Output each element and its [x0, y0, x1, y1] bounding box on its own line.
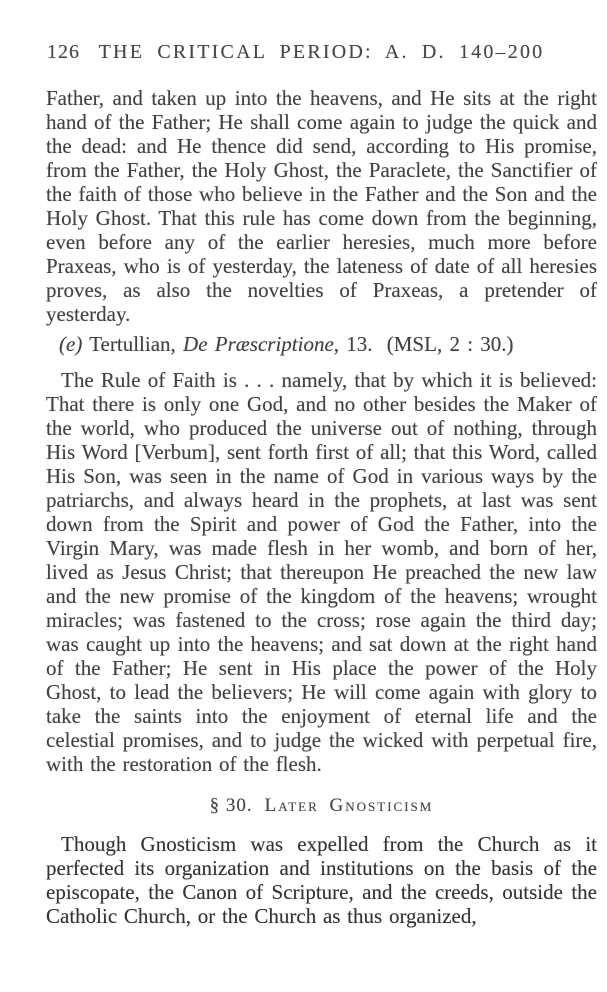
- page-number: 126: [47, 41, 80, 63]
- citation-source-reference: (MSL, 2 : 30.): [386, 332, 514, 356]
- running-title: THE CRITICAL PERIOD: A. D. 140–200: [98, 41, 545, 63]
- citation-locus: 13.: [346, 332, 373, 356]
- paragraph-later-gnosticism-intro: Though Gnosticism was expelled from the Church as it perfected its organization and institutions on the basis of the episcopate, the Canon of Scripture, and the creeds, outside the Catholic Church, or the Church as thus organized,: [46, 832, 597, 928]
- section-heading: [46, 794, 597, 818]
- section-number: § 30.: [209, 795, 253, 816]
- citation-label: (e): [59, 332, 83, 356]
- citation-line: [46, 332, 597, 356]
- paragraph-tertullian-quote-continuation: Father, and taken up into the heavens, and He sits at the right hand of the Father; He shall come again to judge the quick and the dead: and He thence did send, according to His promise, from the Father, the Holy Ghost, the Paraclete, the Sanctifier of the faith of those who believe in the Father and the Son and the Holy Ghost. That this rule has come down from the beginning, even before any of the earlier heresies, much more before Praxeas, who is of yesterday, the lateness of date of all heresies proves, as also the novelties of Praxeas, a pretender of yesterday.: [46, 86, 597, 326]
- running-head: [46, 40, 597, 64]
- citation-author: Tertullian,: [89, 332, 176, 356]
- citation-work-title: De Præscriptione,: [183, 332, 340, 356]
- section-title: Later Gnosticism: [264, 795, 434, 816]
- paragraph-rule-of-faith-quotation: The Rule of Faith is . . . namely, that by which it is believed: That there is only one God, and no other besides the Maker of the world, who produced the universe out of nothing, through His Word [Verbum], sent forth first of all; that this Word, called His Son, was seen in the name of God in various ways by the patriarchs, and always heard in the prophets, at last was sent down from the Spirit and power of God the Father, into the Virgin Mary, was made flesh in her womb, and born of her, lived as Jesus Christ; that thereupon He preached the new law and the new promise of the kingdom of the heavens; wrought miracles; was fastened to the cross; rose again the third day; was caught up into the heavens; and sat down at the right hand of the Father; He sent in His place the power of the Holy Ghost, to lead the believers; He will come again with glory to take the saints into the enjoyment of eternal life and the celestial promises, and to judge the wicked with perpetual fire, with the restoration of the flesh.: [46, 368, 597, 776]
